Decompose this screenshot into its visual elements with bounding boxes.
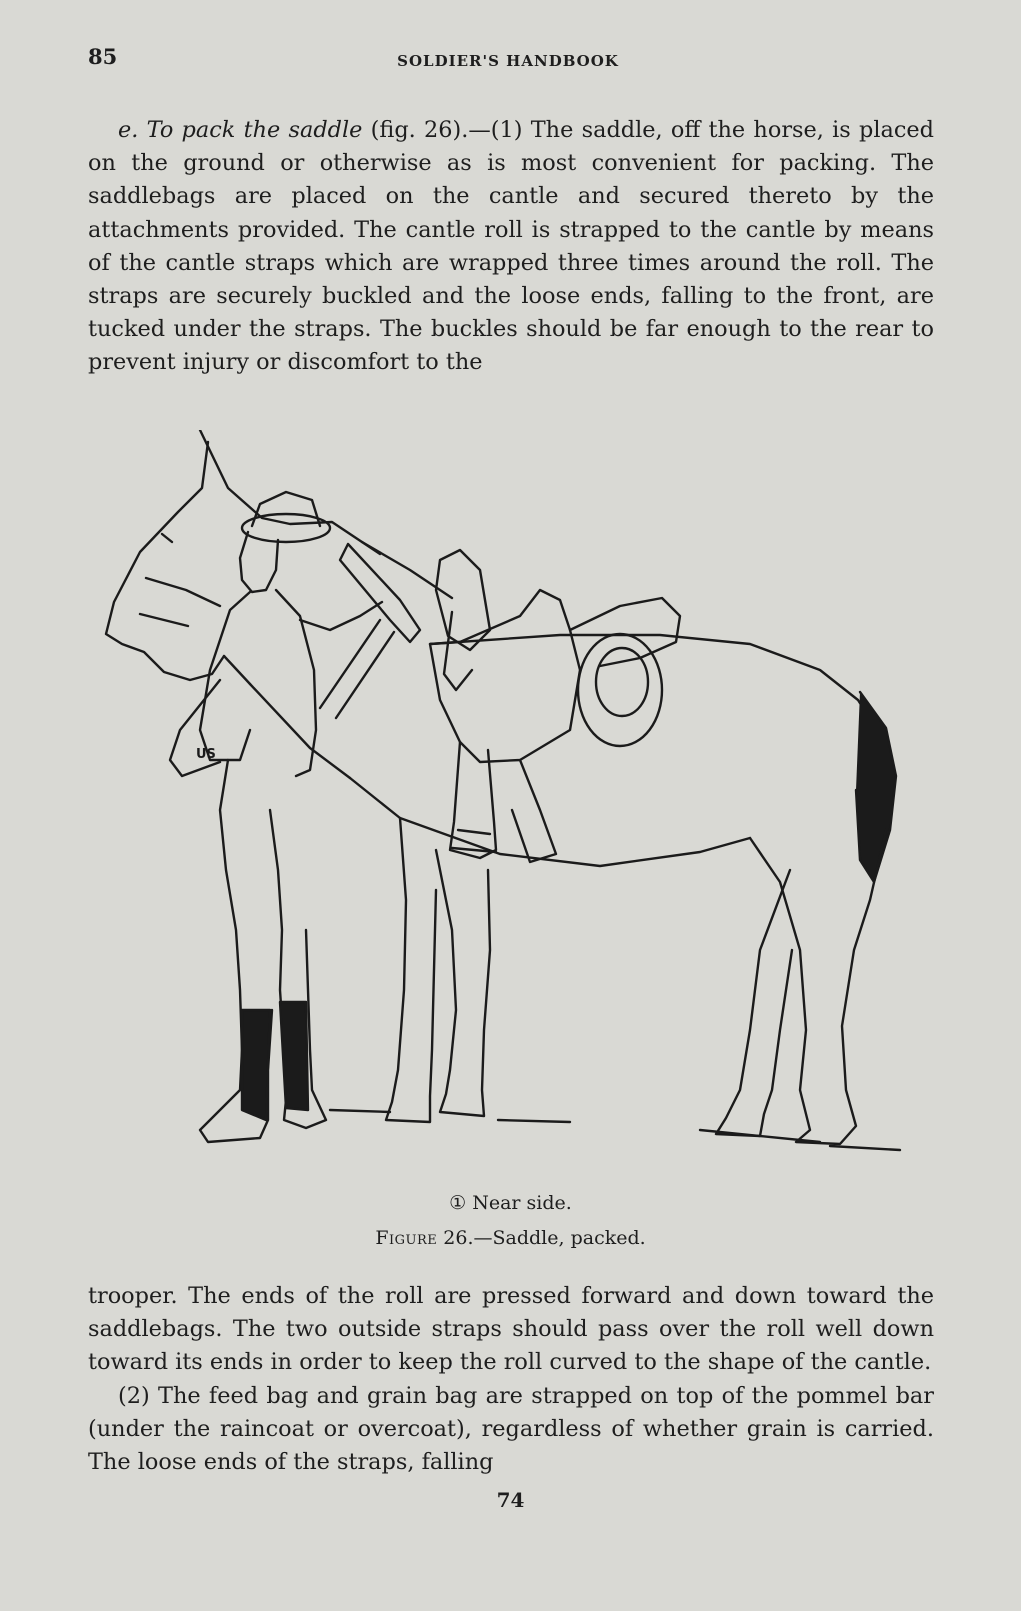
horse-back	[430, 635, 886, 744]
horse-soldier-drawing	[100, 430, 920, 1190]
header-page-number: 85	[88, 44, 118, 69]
caption-label: Figure	[375, 1227, 438, 1249]
figure-caption	[0, 1227, 1021, 1249]
horse-belly	[350, 778, 750, 866]
sleeve-marking: US	[196, 747, 216, 762]
rifle-scabbard	[340, 544, 420, 642]
saddlebag	[578, 634, 662, 746]
section-title: To pack the saddle	[146, 117, 363, 143]
horse-tail	[856, 692, 896, 882]
body-text-bottom	[88, 1280, 934, 1479]
figure-sub-caption: ① Near side.	[449, 1192, 572, 1214]
paragraph-1-end: trooper. The ends of the roll are pressed forward and down toward the saddlebags. The two outside straps should pass over the roll well down toward its ends in order to keep the roll curved to the shape of the cantle.	[88, 1283, 934, 1376]
saddle-stirrup	[450, 742, 496, 858]
paragraph-1	[88, 114, 934, 380]
horse-front-leg	[386, 818, 436, 1122]
pommel-roll	[436, 550, 490, 650]
page-header	[88, 44, 928, 80]
paragraph-1-start: The saddle, off the horse, is placed on the ground or otherwise as is most convenient for packing. The saddlebags are placed on the cantle and secured thereto by the attachments provided. The cantle roll is strapped to the cantle by means of the cantle straps which are wrapped three times around the roll. The straps are securely buckled and the loose ends, falling to the front, are tucked under the straps. The buckles should be far enough to the rear to prevent injury or discomfort to the	[88, 117, 934, 376]
section-label: e.	[118, 117, 139, 143]
figure-26-illustration	[100, 430, 920, 1190]
caption-text: 26.—Saddle, packed.	[443, 1227, 646, 1249]
running-title: SOLDIER'S HANDBOOK	[397, 52, 619, 70]
paragraph-2: (2) The feed bag and grain bag are strapped on top of the pommel bar (under the raincoat or overcoat), regardless of whether grain is carried. The loose ends of the straps, falling	[88, 1382, 934, 1476]
soldier-boots	[242, 1002, 308, 1120]
figure-reference: (fig. 26).—(1)	[370, 117, 523, 143]
footer-page-number: 74	[496, 1488, 525, 1512]
body-text-top	[88, 114, 934, 380]
